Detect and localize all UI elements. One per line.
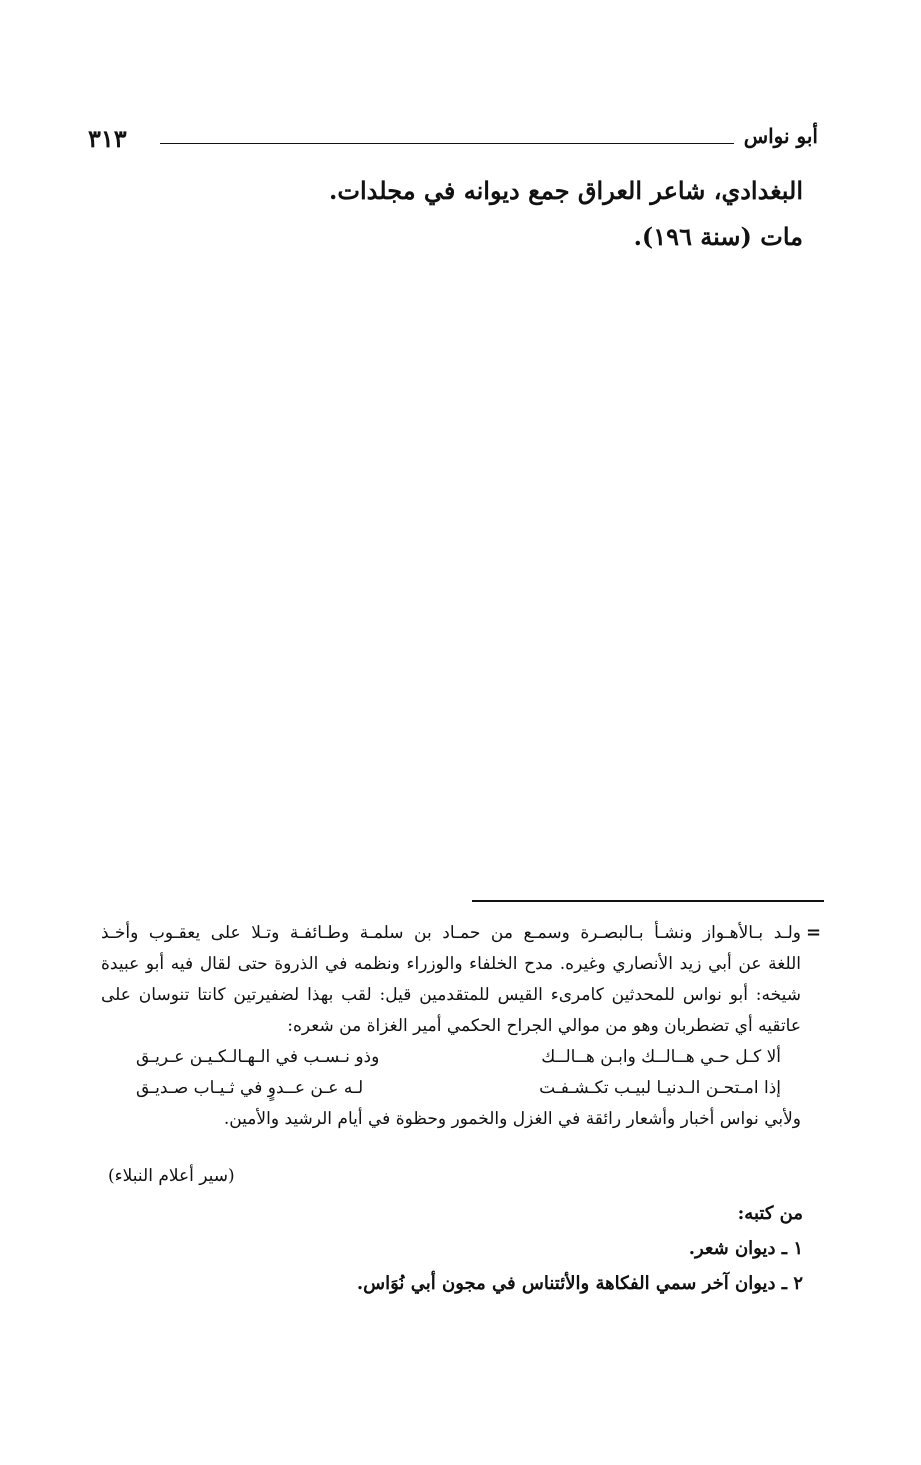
footnote-marker: =: [806, 922, 822, 943]
footnote-line: عاتقيه أي تضطربان وهو من موالي الجراح الحكمي أمير الغزاة من شعره:: [287, 1016, 801, 1036]
header-title: أبو نواس: [743, 124, 818, 148]
header-rule: [160, 143, 734, 144]
works-item: ١ ـ ديوان شعر.: [688, 1238, 803, 1259]
poem-verse: [101, 1073, 801, 1104]
footnote-line: اللغة عن أبي زيد الأنصاري وغيره. مدح الخلفاء والوزراء ونظمه في الذروة حتى لقال فيه أبو عبيدة: [101, 954, 801, 974]
page-number: ٣١٣: [88, 124, 127, 153]
verse-second-half: لـه عـن عــدوٍ في ثـيـاب صـديـق: [136, 1078, 364, 1098]
main-text-line: مات (سنة ١٩٦).: [633, 222, 803, 251]
footnote-source: (سير أعلام النبلاء): [108, 1166, 235, 1186]
works-list: [203, 1196, 803, 1301]
verse-first-half: ألا كـل حـي هــالــك وابـن هــالــك: [541, 1047, 781, 1067]
running-header: [88, 124, 818, 160]
verse-first-half: إذا امـتحـن الـدنيـا لبيـب تكـشـفـت: [539, 1078, 781, 1098]
main-text: [203, 168, 803, 260]
poem-verse: [101, 1042, 801, 1073]
footnote-closing-line: ولأبي نواس أخبار وأشعار رائقة في الغزل والخمور وحظوة في أيام الرشيد والأمين.: [223, 1109, 801, 1129]
works-item: ٢ ـ ديوان آخر سمي الفكاهة والأئتناس في مجون أبي نُوَاس.: [356, 1273, 803, 1294]
works-heading: من كتبه:: [737, 1203, 803, 1224]
footnote: [101, 918, 801, 1135]
footnote-separator: [472, 900, 824, 902]
footnote-line: شيخه: أبو نواس للمحدثين كامرىء القيس للمتقدمين قيل: لقب بهذا لضفيرتين كانتا تنوسان على: [101, 985, 801, 1005]
main-text-line: البغدادي، شاعر العراق جمع ديوانه في مجلدات.: [329, 176, 803, 205]
footnote-line: ولـد بـالأهـواز ونشـأ بـالبصـرة وسمـع من حمـاد بن سلمـة وطـائفـة وتـلا على يعقـوب وأخـذ: [101, 923, 801, 943]
verse-second-half: وذو نـسـب في الـهـالـكـيـن عـريـق: [136, 1047, 380, 1067]
